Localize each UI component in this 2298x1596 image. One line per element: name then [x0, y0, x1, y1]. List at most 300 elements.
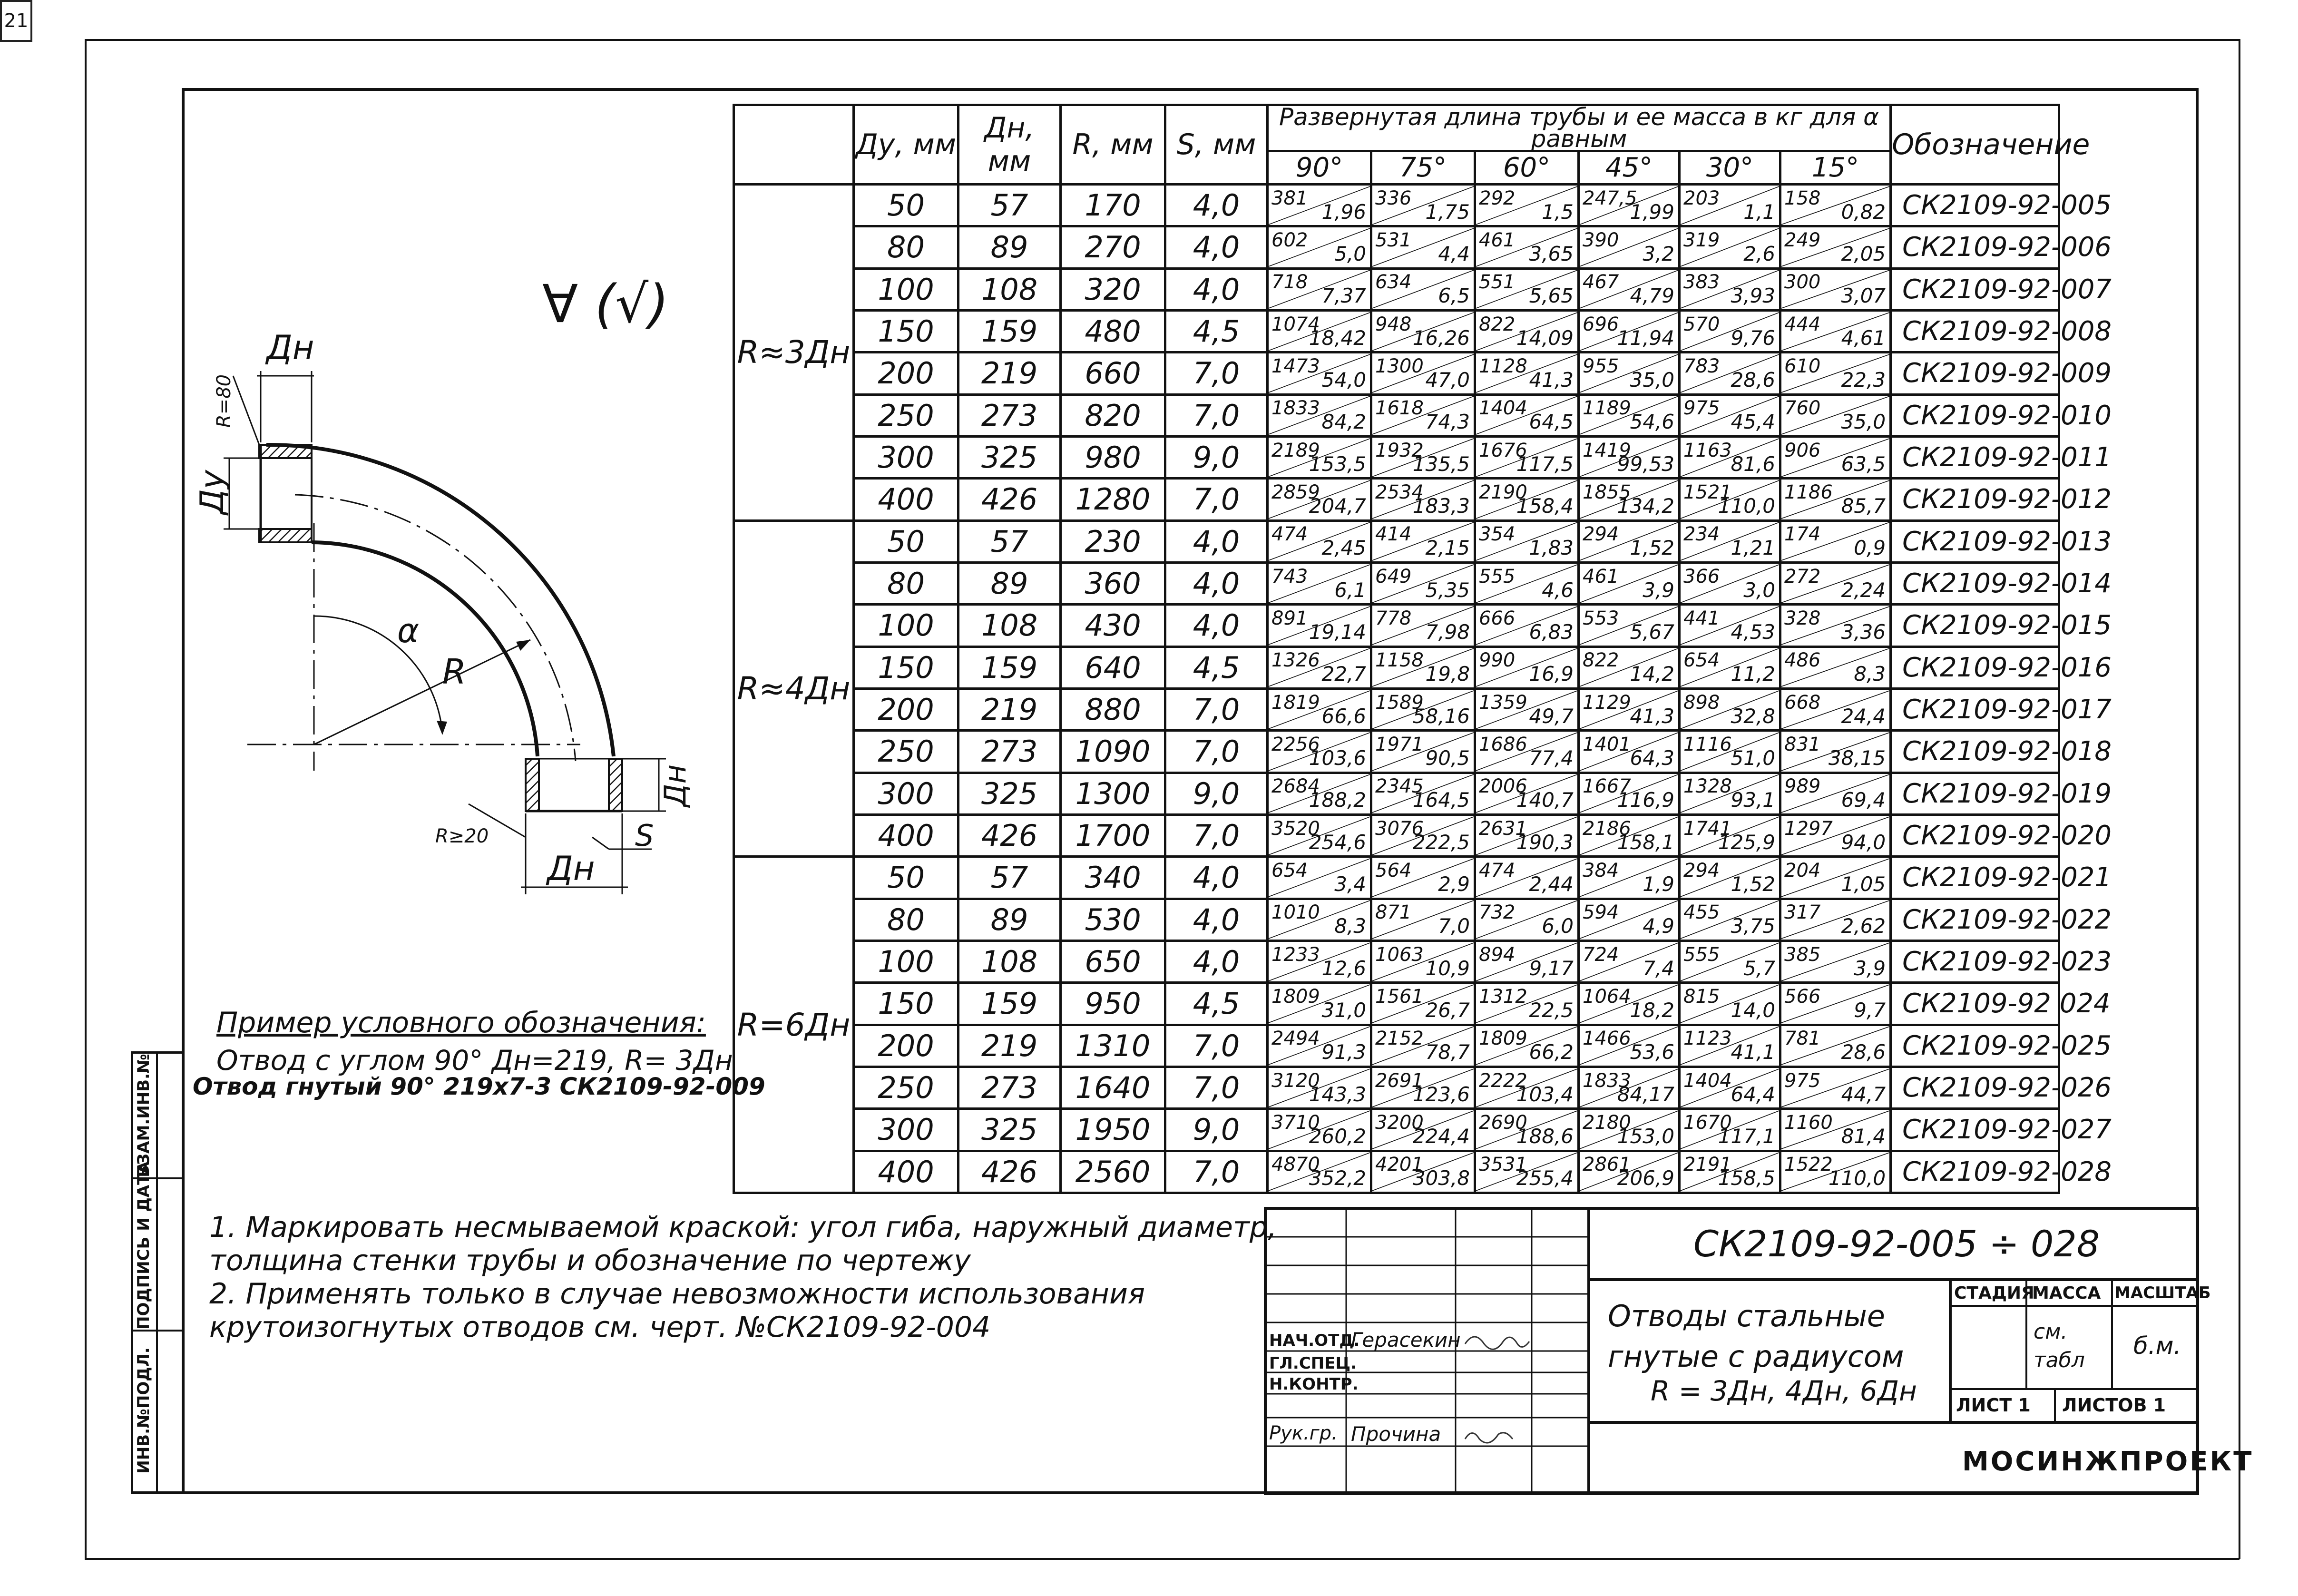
length-mass-cell [1579, 899, 1680, 940]
pipe-length-value: 1809 [1479, 1028, 1527, 1050]
header-angle: 75° [1371, 151, 1475, 185]
length-mass-cell [1371, 983, 1475, 1025]
pipe-length-value: 1404 [1683, 1069, 1732, 1092]
cell-r: 1300 [1061, 773, 1165, 814]
length-mass-cell [1268, 268, 1371, 310]
cell-dn: 426 [958, 1151, 1061, 1193]
length-mass-cell [1371, 773, 1475, 814]
pipe-length-value: 555 [1683, 943, 1720, 966]
length-mass-cell [1579, 857, 1680, 899]
pipe-mass-value: 1,99 [1630, 200, 1674, 224]
pipe-mass-value: 103,6 [1309, 746, 1366, 770]
pipe-length-value: 444 [1784, 313, 1821, 335]
length-mass-cell [1680, 436, 1780, 478]
pipe-length-value: 1833 [1271, 397, 1320, 420]
length-mass-cell [1780, 983, 1891, 1025]
cell-dn: 273 [958, 394, 1061, 436]
pipe-length-value: 2190 [1479, 481, 1527, 503]
length-mass-cell [1475, 646, 1579, 688]
pipe-length-value: 815 [1683, 985, 1720, 1008]
table-row [734, 773, 2059, 814]
doc-name-line2: гнутые с радиусом [1608, 1339, 1904, 1374]
length-mass-cell [1780, 1151, 1891, 1193]
cell-r: 320 [1061, 268, 1165, 310]
cell-s: 4,0 [1165, 857, 1268, 899]
table-row [734, 226, 2059, 268]
pipe-length-value: 1129 [1583, 691, 1631, 714]
length-mass-cell [1579, 562, 1680, 604]
designation-code: СК2109-92-005 [1891, 185, 2059, 226]
doc-name-line3: R = 3Дн, 4Дн, 6Дн [1651, 1375, 1917, 1407]
length-mass-cell [1268, 394, 1371, 436]
cell-dy: 150 [854, 646, 958, 688]
length-mass-cell [1579, 1025, 1680, 1067]
cell-s: 9,0 [1165, 773, 1268, 814]
length-mass-cell [1475, 814, 1579, 856]
pipe-mass-value: 117,1 [1718, 1124, 1775, 1148]
table-row [734, 1067, 2059, 1108]
label-dn-bottom: Дн [547, 849, 595, 888]
pipe-length-value: 891 [1271, 607, 1308, 629]
cell-s: 7,0 [1165, 1025, 1268, 1067]
pipe-length-value: 390 [1583, 229, 1619, 251]
scale-value: б.м. [2133, 1332, 2181, 1360]
length-mass-cell [1475, 940, 1579, 982]
pipe-mass-value: 84,2 [1321, 410, 1366, 434]
pipe-mass-value: 4,9 [1643, 914, 1674, 938]
length-mass-cell [1680, 1151, 1780, 1193]
pipe-mass-value: 5,67 [1630, 620, 1674, 644]
header-designation: Обозначение [1891, 105, 2059, 185]
pipe-length-value: 441 [1683, 607, 1720, 629]
pipe-mass-value: 77,4 [1529, 746, 1574, 770]
pipe-length-value: 414 [1375, 523, 1412, 546]
cell-r: 1700 [1061, 814, 1165, 856]
pipe-mass-value: 5,35 [1425, 578, 1470, 602]
pipe-mass-value: 0,82 [1841, 200, 1886, 224]
cell-r: 480 [1061, 310, 1165, 352]
cell-r: 360 [1061, 562, 1165, 604]
cell-r: 640 [1061, 646, 1165, 688]
cell-dn: 89 [958, 562, 1061, 604]
length-mass-cell [1475, 226, 1579, 268]
length-mass-cell [1475, 352, 1579, 394]
length-mass-cell [1680, 646, 1780, 688]
example-heading: Пример условного обозначения: [216, 1006, 706, 1039]
table-row [734, 436, 2059, 478]
pipe-length-value: 3120 [1271, 1069, 1320, 1092]
person-name: Прочина [1351, 1422, 1441, 1446]
scale-label: МАСШТАБ [2114, 1283, 2211, 1302]
pipe-mass-value: 90,5 [1425, 746, 1470, 770]
pipe-mass-value: 32,8 [1731, 704, 1775, 728]
header-length-mass: Развернутая длина трубы и ее масса в кг для α равным [1268, 105, 1891, 151]
cell-r: 880 [1061, 688, 1165, 730]
stage-label: СТАДИЯ [1954, 1283, 2034, 1303]
pipe-mass-value: 44,7 [1841, 1082, 1886, 1106]
pipe-mass-value: 125,9 [1718, 830, 1775, 854]
label-r80: R=80 [213, 374, 235, 428]
designation-code: СК2109-92-025 [1891, 1025, 2059, 1067]
length-mass-cell [1680, 226, 1780, 268]
pipe-mass-value: 103,4 [1516, 1082, 1574, 1106]
length-mass-cell [1579, 1151, 1680, 1193]
pipe-mass-value: 84,17 [1617, 1082, 1674, 1106]
cell-dn: 273 [958, 1067, 1061, 1108]
pipe-mass-value: 64,3 [1630, 746, 1674, 770]
pipe-mass-value: 99,53 [1617, 452, 1674, 476]
pipe-mass-value: 190,3 [1516, 830, 1574, 854]
pipe-mass-value: 153,0 [1617, 1124, 1674, 1148]
cell-s: 4,0 [1165, 605, 1268, 646]
length-mass-cell [1780, 773, 1891, 814]
table-row [734, 605, 2059, 646]
pipe-length-value: 294 [1683, 859, 1720, 881]
pipe-mass-value: 22,7 [1321, 662, 1366, 686]
length-mass-cell [1780, 226, 1891, 268]
cell-s: 7,0 [1165, 394, 1268, 436]
cell-dy: 150 [854, 310, 958, 352]
pipe-length-value: 328 [1784, 607, 1821, 629]
pipe-mass-value: 134,2 [1617, 494, 1674, 518]
cell-s: 7,0 [1165, 1067, 1268, 1108]
pipe-mass-value: 51,0 [1731, 746, 1775, 770]
bend-outer-arc [266, 445, 614, 756]
pipe-length-value: 1589 [1375, 691, 1424, 714]
pipe-mass-value: 45,4 [1731, 410, 1775, 434]
pipe-mass-value: 158,5 [1718, 1166, 1775, 1190]
pipe-mass-value: 110,0 [1718, 494, 1775, 518]
header-s: S, мм [1165, 105, 1268, 185]
length-mass-cell [1579, 688, 1680, 730]
pipe-mass-value: 31,0 [1321, 998, 1366, 1022]
length-mass-cell [1268, 185, 1371, 226]
table-row [734, 185, 2059, 226]
pipe-length-value: 1328 [1683, 775, 1732, 798]
cell-dn: 219 [958, 688, 1061, 730]
outer-frame-bottom [85, 1558, 2239, 1560]
length-mass-cell [1371, 1067, 1475, 1108]
table-row [734, 646, 2059, 688]
length-mass-cell [1780, 1109, 1891, 1151]
pipe-length-value: 4870 [1271, 1154, 1320, 1176]
length-mass-cell [1268, 1151, 1371, 1193]
designation-code: СК2109-92-010 [1891, 394, 2059, 436]
length-mass-cell [1268, 479, 1371, 520]
pipe-mass-value: 35,0 [1841, 410, 1886, 434]
pipe-mass-value: 206,9 [1617, 1166, 1674, 1190]
pipe-length-value: 486 [1784, 649, 1821, 672]
pipe-mass-value: 7,37 [1321, 284, 1366, 308]
pipe-length-value: 354 [1479, 523, 1516, 546]
cell-dn: 57 [958, 520, 1061, 562]
cell-dn: 108 [958, 940, 1061, 982]
pipe-length-value: 317 [1784, 901, 1821, 924]
table-row [734, 731, 2059, 773]
cell-r: 230 [1061, 520, 1165, 562]
pipe-length-value: 975 [1683, 397, 1720, 420]
pipe-mass-value: 3,93 [1731, 284, 1775, 308]
table-row [734, 857, 2059, 899]
header-angle: 90° [1268, 151, 1371, 185]
cell-r: 340 [1061, 857, 1165, 899]
pipe-length-value: 1160 [1784, 1111, 1833, 1134]
sheets-label: ЛИСТОВ 1 [2062, 1395, 2166, 1416]
pipe-mass-value: 123,6 [1412, 1082, 1470, 1106]
title-block [1265, 1208, 2254, 1494]
pipe-mass-value: 41,3 [1630, 704, 1674, 728]
sheet-number: 21 [0, 0, 32, 42]
length-mass-cell [1780, 310, 1891, 352]
pipe-mass-value: 6,5 [1438, 284, 1470, 308]
pipe-mass-value: 117,5 [1516, 452, 1574, 476]
length-mass-cell [1268, 940, 1371, 982]
cell-dn: 219 [958, 352, 1061, 394]
length-mass-cell [1475, 479, 1579, 520]
pipe-length-value: 2191 [1683, 1154, 1732, 1176]
pipe-mass-value: 7,0 [1438, 914, 1470, 938]
designation-code: СК2109-92-016 [1891, 646, 2059, 688]
length-mass-cell [1475, 688, 1579, 730]
pipe-mass-value: 3,9 [1854, 956, 1886, 980]
length-mass-cell [1475, 983, 1579, 1025]
length-mass-cell [1475, 899, 1579, 940]
pipe-mass-value: 158,4 [1516, 494, 1574, 518]
pipe-length-value: 2345 [1375, 775, 1424, 798]
pipe-length-value: 831 [1784, 733, 1821, 755]
length-mass-cell [1268, 1109, 1371, 1151]
bottom-end-hatch-a [526, 759, 539, 811]
length-mass-cell [1680, 983, 1780, 1025]
mass-value: см. табл [2034, 1320, 2085, 1372]
mark-symbol: ∀ (√) [542, 274, 669, 334]
pipe-mass-value: 66,2 [1529, 1040, 1574, 1064]
length-mass-cell [1680, 520, 1780, 562]
header-angle: 60° [1475, 151, 1579, 185]
length-mass-cell [1780, 268, 1891, 310]
pipe-length-value: 778 [1375, 607, 1412, 629]
cell-dn: 426 [958, 814, 1061, 856]
designation-code: СК2109-92-013 [1891, 520, 2059, 562]
pipe-mass-value: 5,65 [1529, 284, 1574, 308]
length-mass-cell [1780, 605, 1891, 646]
bottom-end-hatch-b [609, 759, 622, 811]
table-row [734, 479, 2059, 520]
pipe-mass-value: 3,36 [1841, 620, 1886, 644]
cell-dy: 250 [854, 731, 958, 773]
pipe-length-value: 696 [1583, 313, 1619, 335]
length-mass-cell [1579, 226, 1680, 268]
table-row [734, 1109, 2059, 1151]
pipe-mass-value: 8,3 [1334, 914, 1366, 938]
pipe-mass-value: 116,9 [1617, 788, 1674, 812]
pipe-length-value: 1676 [1479, 439, 1527, 461]
pipe-length-value: 385 [1784, 943, 1821, 966]
role-label: НАЧ.ОТД. [1269, 1331, 1360, 1350]
length-mass-cell [1268, 436, 1371, 478]
example-line1: Отвод с углом 90° Дн=219, R= 3Дн [216, 1044, 733, 1077]
pipe-mass-value: 8,3 [1854, 662, 1886, 686]
pipe-length-value: 743 [1271, 565, 1308, 587]
pipe-mass-value: 7,4 [1643, 956, 1674, 980]
cell-dy: 50 [854, 520, 958, 562]
pipe-mass-value: 1,9 [1643, 872, 1674, 896]
pipe-mass-value: 12,6 [1321, 956, 1366, 980]
length-mass-cell [1371, 562, 1475, 604]
pipe-length-value: 272 [1784, 565, 1821, 587]
signature-image [1465, 1433, 1513, 1443]
length-mass-cell [1680, 940, 1780, 982]
length-mass-cell [1579, 605, 1680, 646]
pipe-mass-value: 3,2 [1643, 242, 1674, 265]
cell-dy: 100 [854, 605, 958, 646]
cell-dy: 50 [854, 185, 958, 226]
cell-r: 530 [1061, 899, 1165, 940]
cell-r: 1950 [1061, 1109, 1165, 1151]
pipe-mass-value: 58,16 [1412, 704, 1470, 728]
pipe-mass-value: 19,8 [1425, 662, 1470, 686]
pipe-length-value: 1326 [1271, 649, 1320, 672]
length-mass-cell [1780, 562, 1891, 604]
pipe-length-value: 894 [1479, 943, 1516, 966]
length-mass-cell [1680, 605, 1780, 646]
pipe-length-value: 1074 [1271, 313, 1320, 335]
cell-r: 170 [1061, 185, 1165, 226]
length-mass-cell [1579, 1067, 1680, 1108]
pipe-mass-value: 54,6 [1630, 410, 1674, 434]
pipe-mass-value: 6,1 [1334, 578, 1366, 602]
cell-s: 7,0 [1165, 814, 1268, 856]
pipe-mass-value: 1,52 [1731, 872, 1775, 896]
length-mass-cell [1371, 1025, 1475, 1067]
cell-dn: 159 [958, 310, 1061, 352]
pipe-length-value: 1419 [1583, 439, 1631, 461]
pipe-length-value: 2222 [1479, 1069, 1527, 1092]
radius-group-label: R=6Дн [734, 857, 854, 1193]
cell-dn: 325 [958, 1109, 1061, 1151]
length-mass-cell [1475, 773, 1579, 814]
pipe-length-value: 2186 [1583, 817, 1631, 840]
pipe-mass-value: 81,6 [1731, 452, 1775, 476]
pipe-mass-value: 204,7 [1309, 494, 1366, 518]
side-stamp-vzam: ВЗАМ.ИНВ.№ [134, 1054, 153, 1177]
pipe-length-value: 300 [1784, 271, 1821, 294]
length-mass-cell [1371, 731, 1475, 773]
cell-dy: 250 [854, 394, 958, 436]
length-mass-cell [1268, 773, 1371, 814]
cell-dn: 159 [958, 646, 1061, 688]
designation-code: СК2109-92-017 [1891, 688, 2059, 730]
length-mass-cell [1579, 436, 1680, 478]
pipe-mass-value: 3,4 [1334, 872, 1366, 896]
pipe-mass-value: 1,52 [1630, 536, 1674, 560]
pipe-mass-value: 54,0 [1321, 368, 1366, 392]
length-mass-cell [1371, 814, 1475, 856]
length-mass-cell [1579, 520, 1680, 562]
length-mass-cell [1579, 983, 1680, 1025]
length-mass-cell [1475, 185, 1579, 226]
length-mass-cell [1371, 226, 1475, 268]
cell-dn: 325 [958, 773, 1061, 814]
cell-dy: 250 [854, 1067, 958, 1108]
pipe-mass-value: 4,6 [1542, 578, 1574, 602]
person-name: Герасекин [1351, 1328, 1461, 1351]
pipe-length-value: 203 [1683, 187, 1720, 209]
pipe-length-value: 555 [1479, 565, 1516, 587]
pipe-length-value: 1618 [1375, 397, 1424, 420]
length-mass-cell [1371, 352, 1475, 394]
organization: МОСИНЖПРОЕКТ [1962, 1446, 2254, 1477]
label-s: S [635, 818, 654, 853]
length-mass-cell [1780, 814, 1891, 856]
pipe-length-value: 898 [1683, 691, 1720, 714]
header-dn: Дн, мм [958, 105, 1061, 185]
pipe-length-value: 2006 [1479, 775, 1527, 798]
length-mass-cell [1579, 268, 1680, 310]
cell-s: 4,0 [1165, 226, 1268, 268]
header-angle: 45° [1579, 151, 1680, 185]
pipe-mass-value: 14,09 [1516, 326, 1574, 350]
pipe-length-value: 551 [1479, 271, 1516, 294]
length-mass-cell [1680, 773, 1780, 814]
cell-r: 430 [1061, 605, 1165, 646]
doc-name-line1: Отводы стальные [1608, 1299, 1885, 1333]
pipe-mass-value: 9,7 [1854, 998, 1886, 1022]
pipe-mass-value: 14,2 [1630, 662, 1674, 686]
note-line: толщина стенки трубы и обозначение по чертежу [209, 1244, 971, 1277]
pipe-length-value: 384 [1583, 859, 1619, 881]
pipe-mass-value: 14,0 [1731, 998, 1775, 1022]
length-mass-cell [1780, 1025, 1891, 1067]
cell-s: 4,0 [1165, 562, 1268, 604]
pipe-mass-value: 1,75 [1425, 200, 1470, 224]
length-mass-cell [1780, 688, 1891, 730]
pipe-mass-value: 188,6 [1516, 1124, 1574, 1148]
designation-code: СК2109-92-019 [1891, 773, 2059, 814]
pipe-length-value: 1158 [1375, 649, 1424, 672]
pipe-length-value: 383 [1683, 271, 1720, 294]
label-dy: Ду [194, 470, 232, 515]
length-mass-cell [1268, 562, 1371, 604]
cell-dn: 57 [958, 857, 1061, 899]
pipe-length-value: 2691 [1375, 1069, 1424, 1092]
header-angle: 15° [1780, 151, 1891, 185]
pipe-length-value: 1063 [1375, 943, 1424, 966]
pipe-length-value: 553 [1583, 607, 1619, 629]
length-mass-cell [1780, 857, 1891, 899]
pipe-mass-value: 11,94 [1617, 326, 1674, 350]
pipe-mass-value: 188,2 [1309, 788, 1366, 812]
pipe-mass-value: 18,2 [1630, 998, 1674, 1022]
pipe-mass-value: 143,3 [1309, 1082, 1366, 1106]
designation-code: СК2109-92-027 [1891, 1109, 2059, 1151]
pipe-mass-value: 4,79 [1630, 284, 1674, 308]
pipe-mass-value: 22,5 [1529, 998, 1574, 1022]
cell-s: 4,0 [1165, 520, 1268, 562]
pipe-length-value: 2859 [1271, 481, 1320, 503]
length-mass-cell [1680, 479, 1780, 520]
pipe-mass-value: 110,0 [1828, 1166, 1886, 1190]
cell-s: 4,0 [1165, 268, 1268, 310]
cell-dy: 80 [854, 899, 958, 940]
cell-dy: 200 [854, 1025, 958, 1067]
cell-dy: 400 [854, 814, 958, 856]
cell-dy: 300 [854, 436, 958, 478]
pipe-length-value: 1855 [1583, 481, 1631, 503]
cell-dn: 325 [958, 436, 1061, 478]
header-dy: Ду, мм [854, 105, 958, 185]
cell-dy: 80 [854, 226, 958, 268]
